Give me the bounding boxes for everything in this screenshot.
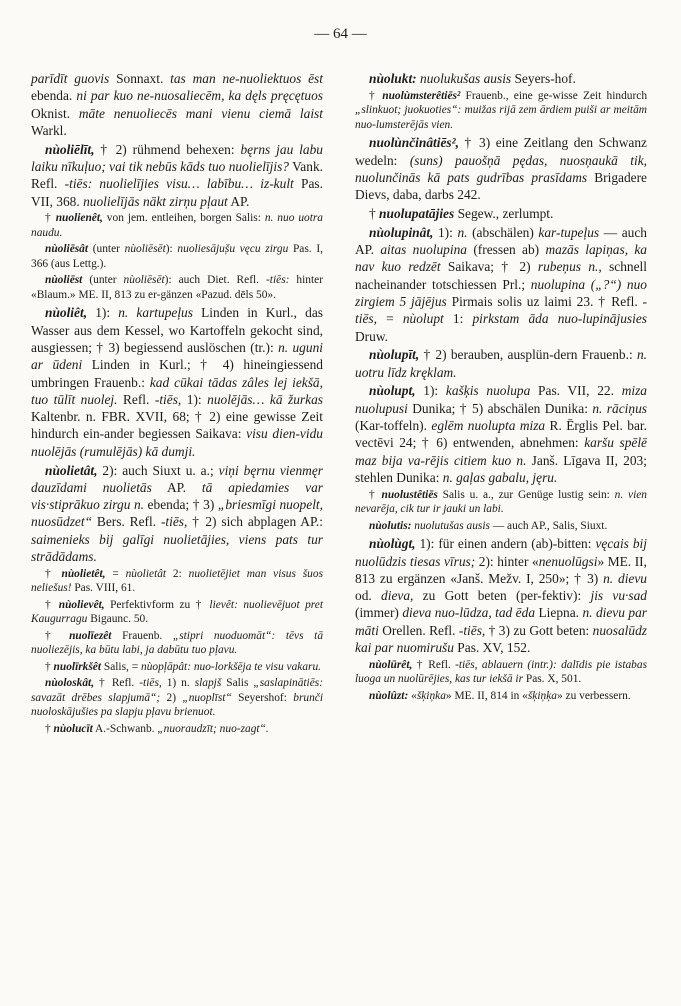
entry-headword: nùolùgt, [369,536,416,552]
entry-text: AP. [151,479,202,495]
entry-text: karšu spēlē maz bija va-rējis citiem kuo n. [355,435,648,468]
entry-headword: nuolustêtiēs [381,488,438,501]
entry-text: Warkl. [31,122,67,138]
entry-text: † 2) sich abplagen AP.: [187,514,323,530]
dictionary-entry [355,519,647,534]
entry-text: Saikava; † 2) [440,259,538,275]
entry-text: † [45,660,54,673]
entry-text: dieva, [381,588,414,604]
entry-text: od. [355,588,382,604]
entry-text: ebenda; † 3) [144,497,218,513]
entry-text: tas man ne-nuoliektuos ēst [170,71,323,86]
entry-text: lievêt: nuolievējuot pret Kaugurragu [31,598,323,626]
entry-text: parīdīt guovis [31,71,110,86]
left-column [31,70,323,738]
entry-text: n. gaļas gabalu, jęru. [442,469,558,485]
dictionary-entry [355,89,647,133]
entry-text: ebenda. [31,88,77,104]
entry-text: † 2) berauben, ausplün-dern Frauenb.: [419,347,637,363]
entry-text: † [45,722,54,735]
entry-text: brunči nuoloskājušies pa slapju pļavu brienuot. [31,691,323,719]
dictionary-entry [31,70,323,139]
entry-headword: nùolievêt, [58,598,105,611]
entry-text: — auch AP., Salis, Siuxt. [489,519,608,532]
entry-text: māte nenuoliecēs mani vienu ciemā laist [78,105,323,121]
entry-text: Oknist. [31,105,79,121]
entry-text: † [45,598,59,611]
entry-text: nuosalūdz kai par nuomirušu [355,622,647,656]
entry-text: Frauenb., eine ge-wisse Zeit hindurch [460,89,648,102]
entry-text: n. nuo uotra naudu. [31,212,324,239]
entry-text: -tiēs: nuolielījies visu… labību… iz-kult [64,176,294,192]
entry-text: A.-Schwanb. [92,722,158,735]
entry-text: = [376,311,403,327]
entry-text: „stipri nuoduomāt“: tēvs tā nuoliezējis, ka būtu labi, ja dabūtu tuo pļavu. [31,629,324,657]
entry-text: „slinkuot; juokuoties“: muižas rijā zem ārdiem puiši ar meitām nuo-lumsterējās vien. [355,104,647,131]
dictionary-entry [31,598,323,627]
entry-text: nùoliēsēt [124,243,166,256]
entry-headword: nùoliêt, [45,305,88,321]
entry-text: (fressen ab) [467,242,546,258]
entry-text: 1) n. [161,677,195,690]
entry-text: n. dievu [603,570,647,586]
entry-text: Sonnaxt. [109,71,171,86]
entry-text: -tiēs, [160,514,188,530]
entry-text: dieva nuo-lūdza, tad ēda [402,605,536,621]
entry-text: nuolējās… kā žurkas [207,391,323,407]
entry-text: -tiēs: [266,274,290,287]
entry-text: Salis, = [101,660,141,673]
dictionary-entry [31,462,323,566]
entry-text: ni par kuo ne-nuosaliecēm, ka dęls pręcętuos [76,88,323,104]
entry-text: Liepna. [535,605,583,621]
dictionary-entry [31,676,323,720]
entry-text: † [45,212,56,225]
entry-headword: nùolupīt, [369,347,420,363]
entry-text: = [105,567,126,580]
entry-headword: nuolīezêt [69,629,112,642]
dictionary-entry [31,660,323,675]
entry-text: 2): auch Siuxt u. a.; [97,462,219,478]
entry-text: » zu verbessern. [556,689,631,702]
entry-text: ablauern (intr.): dalīdis pie istabas luoga un nuolūrējies, kas tur iekšā ir [355,658,648,686]
entry-headword: nùoliēlīt, [45,141,95,157]
entry-headword: nùolûzt: [369,689,409,702]
entry-text: zu Gott beten (per-fektiv): [413,588,591,604]
entry-text: „briesmīgi nuopelt, nuosūdzet“ [31,497,323,530]
entry-text: šķiņķa [527,689,557,702]
entry-text: miza nuolupusi [355,383,647,416]
entry-text: -tiēs, [139,677,162,690]
dictionary-entry [355,382,647,486]
dictionary-entry [355,205,647,222]
dictionary-entry [355,70,647,87]
entry-text: « [408,689,417,702]
entry-text: 2) [160,691,183,704]
entry-text: 1): [433,224,458,240]
entry-text: † [45,629,70,642]
entry-text: „saslapinātiēs: savazāt drēbes slapjumā“; [31,677,324,704]
entry-text: — auch AP. [355,224,647,258]
entry-text: Bers. Refl. [92,514,161,530]
entry-headword: nùolūrêt, [369,658,413,671]
entry-text: (unter [82,274,124,287]
entry-text: nuolupina („?“) nuo zirgiem 5 jājējus [355,276,647,309]
entry-text: † 3) zu Gott beten: [485,622,593,638]
entry-text: Pas. VIII, 61. [71,582,136,595]
entry-headword: nùolupt, [369,383,416,399]
entry-text: n. vien nevarēja, cik tur ir jauki un labi. [355,488,647,516]
dictionary-entry [31,722,323,737]
entry-text: „nuoraudzīt; nuo-zagt“. [157,722,269,735]
entry-text: viņi bęrnu vienmęr dauzīdami nuolietās [31,462,323,495]
entry-text: Perfektivform zu † [104,598,210,611]
entry-text: (suns) pauošņā pędas, nuosņaukā tik, nuolunčinās kā pats gudrības prasīdams [355,152,647,185]
entry-text: nuolietējiet man visus šuos neliešus! [31,567,324,595]
entry-text: n. kartupeļus [118,305,193,321]
entry-text: Orellen. Refl. [378,622,459,638]
entry-text: n. uotru līdz kręklam. [355,347,647,380]
entry-text: † 3) eine Zeitlang den Schwanz wedeln: [355,135,647,168]
entry-text: Pas. I, 366 (aus Lettg.). [31,243,323,270]
entry-text: Pas. VII, 22. [530,383,622,399]
entry-text: pirkstam āda nuo-lupinājusies [472,311,647,327]
entry-text: Vank. Refl. [31,158,323,192]
entry-headword: nùoliēst [45,274,83,287]
entry-text: Janš. Līgava II, 203; stehlen Dunika: [355,452,647,485]
entry-text: saimenieks bij galīgi nuolietājies, viens pats tur strādādams. [31,531,323,565]
entry-text: † Refl. [94,677,140,690]
entry-text: ): auch Diet. Refl. [164,274,267,287]
entry-text: kašķis nuolupa [445,383,531,399]
entry-text: † 2) rühmend behexen: [94,141,241,157]
dictionary-entry [355,658,647,687]
entry-text: von jem. entleihen, borgen Salis: [102,212,265,225]
entry-text: (abschälen) [467,224,539,240]
entry-text: Salis u. a., zur Genüge lustig sein: [437,488,615,501]
dictionary-entry [31,629,323,658]
entry-text: nuolukušas ausis [420,71,512,86]
entry-text: Pas. XV, 152. [453,640,531,656]
entry-text: † [45,567,62,580]
entry-text: n. uguni ar ūdeni [31,339,323,373]
dictionary-entry [355,535,647,656]
entry-text: Segew., zerlumpt. [454,205,554,221]
entry-headword: nùolietât, [45,462,98,478]
entry-text: » ME. II, 813 zu ergänzen «Janš. Mežv. I, 250»; † 3) [355,553,647,586]
entry-text: šķiņka [416,689,446,702]
entry-text: Dunika; † 5) abschälen Dunika: [407,400,593,416]
entry-text: n. rāciņus [592,400,647,416]
entry-text: -tiēs, [355,293,647,327]
page-number: — 64 — [314,26,367,42]
entry-headword: nuolùmsterêtiēs² [382,89,461,102]
entry-text: AP. [227,193,250,209]
entry-text: eglēm nuolupta miza [431,418,546,434]
entry-text: n. dievu par māti [355,605,647,638]
entry-text: (unter [88,243,125,256]
entry-text: Linden in Kurl.; † 4) hineingiessend umbringen Frauenb.: [31,357,323,390]
entry-text: R. Ērglis Pel. bar. vectēvi 24; † 6) entwenden, abnehmen: [355,418,647,451]
entry-text: kad cūkai tādas zâles lej iekšā, tuo tūlīt nuolej. [31,374,323,407]
entry-text: tā apiedamies var vis·stiprākuo zirgu n. [31,479,324,513]
entry-text: Kaltenbr. n. FBR. XVII, 68; † 2) eine gewisse Zeit hindurch ein-ander begiessen Saikava: [31,409,323,442]
dictionary-entry [31,211,323,240]
entry-text: 1): [181,391,208,407]
entry-text: † Refl. [412,658,456,671]
dictionary-entry [355,488,647,517]
entry-text: 1): für einen andern (ab)-bitten: [415,536,596,552]
entry-headword: nuolupatājies [379,205,455,221]
entry-headword: nùolutis: [369,519,412,532]
entry-text: Bigaunc. 50. [87,613,149,626]
entry-headword: nuolùnčinâtiēs², [369,135,459,151]
entry-text: schnell nacheinander totschiessen Prl.; [355,259,647,292]
dictionary-entry [355,134,647,203]
entry-text: Pirmais solis uz laimi 23. † Refl. [446,293,643,309]
entry-headword: nùolietêt, [61,567,106,580]
dictionary-entry [31,567,323,596]
entry-text: aitas nuolupina [380,242,467,258]
entry-text: vęcais bij nuolūdzis tiesas vīrus; [355,536,647,569]
dictionary-entry [31,242,323,271]
entry-text: Refl. [117,391,155,407]
entry-headword: nùoliēsât [45,243,89,256]
entry-text: kar-tupeļus [538,224,600,240]
dictionary-entry [355,224,647,345]
entry-text: 2): hinter « [475,553,539,569]
entry-text: Salis [221,677,254,690]
entry-text: Druw. [355,328,388,344]
entry-text: nùolupt [402,311,444,327]
entry-text: rubeņus n., [537,259,602,275]
entry-headword: nuolīrkšêt [53,660,102,673]
entry-text: 1: [443,311,473,327]
dictionary-entry [31,304,323,460]
entry-text: mazās lapiņas, ka nav kuo redzēt [355,242,648,275]
entry-text: † [369,488,382,501]
entry-text: (Kar-toffeln). [355,418,432,434]
entry-text: nùolietât [125,567,167,580]
entry-headword: nuolienêt, [55,212,103,225]
entry-headword: nùolukt: [369,71,417,86]
entry-text: nuolutušas ausis [414,519,490,532]
entry-text: Frauenb. [111,629,173,642]
entry-text: Linden in Kurl., das Wasser aus dem Kessel, wo Kartoffeln gekocht sind, ausgiessen; † 3) begiessend auslöschen (tr.): [31,305,324,355]
entry-text: 2: [166,567,189,580]
entry-text: nenuolūgsi [538,553,598,569]
entry-text: (immer) [355,605,403,621]
entry-text: bęrns jau labu laiku nīkuļuo; vai tik nebūs kāds tuo nuolielījis? [31,141,323,174]
entry-text: „nuoplīst“ [182,691,232,704]
dictionary-entry [355,346,647,381]
entry-text: Seyers-hof. [511,71,576,86]
entry-text: » ME. II, 814 in « [445,689,528,702]
right-column [355,70,647,705]
dictionary-entry [31,273,323,302]
entry-text: 1): [87,305,119,321]
entry-text: † [369,205,380,221]
entry-text: -tiēs, [455,658,478,671]
entry-text: Seyershof: [231,691,294,704]
entry-text: nuolielījās nākt zirņu pļaut [83,193,228,209]
entry-text: Brigadere Dievs, daba, darbs 242. [355,169,648,203]
entry-text: ): [165,243,178,256]
entry-text: nuoliesāju̦šu vęcu zirgu [177,243,289,256]
entry-text: 1): [415,383,446,399]
entry-text: jis vu·sad [590,588,648,604]
entry-text: -tiēs, [154,391,182,407]
entry-text: Pas. VII, 368. [31,176,323,209]
entry-text: † [369,89,383,102]
entry-headword: nùolucīt [53,722,93,735]
dictionary-entry [31,141,323,210]
entry-text: Pas. X, 501. [523,673,582,686]
entry-text: hinter «Blaum.» ME. II, 813 zu er-gänzen «Pazud. dēls 50». [31,274,323,301]
entry-headword: nùolupinât, [369,224,434,240]
entry-headword: nùoloskât, [45,677,95,690]
dictionary-entry [355,689,647,704]
entry-text: n. [457,224,468,240]
entry-text: nùoliēsēt [123,274,165,287]
entry-text: -tiēs, [458,622,486,638]
entry-text: visu dien-vidu nuolējās (rumulējās) kā dumji. [31,426,323,459]
entry-text: nùopļāpât: nuo-lorkšēja te visu vakaru. [141,660,322,673]
entry-text: slapjš [194,677,222,690]
